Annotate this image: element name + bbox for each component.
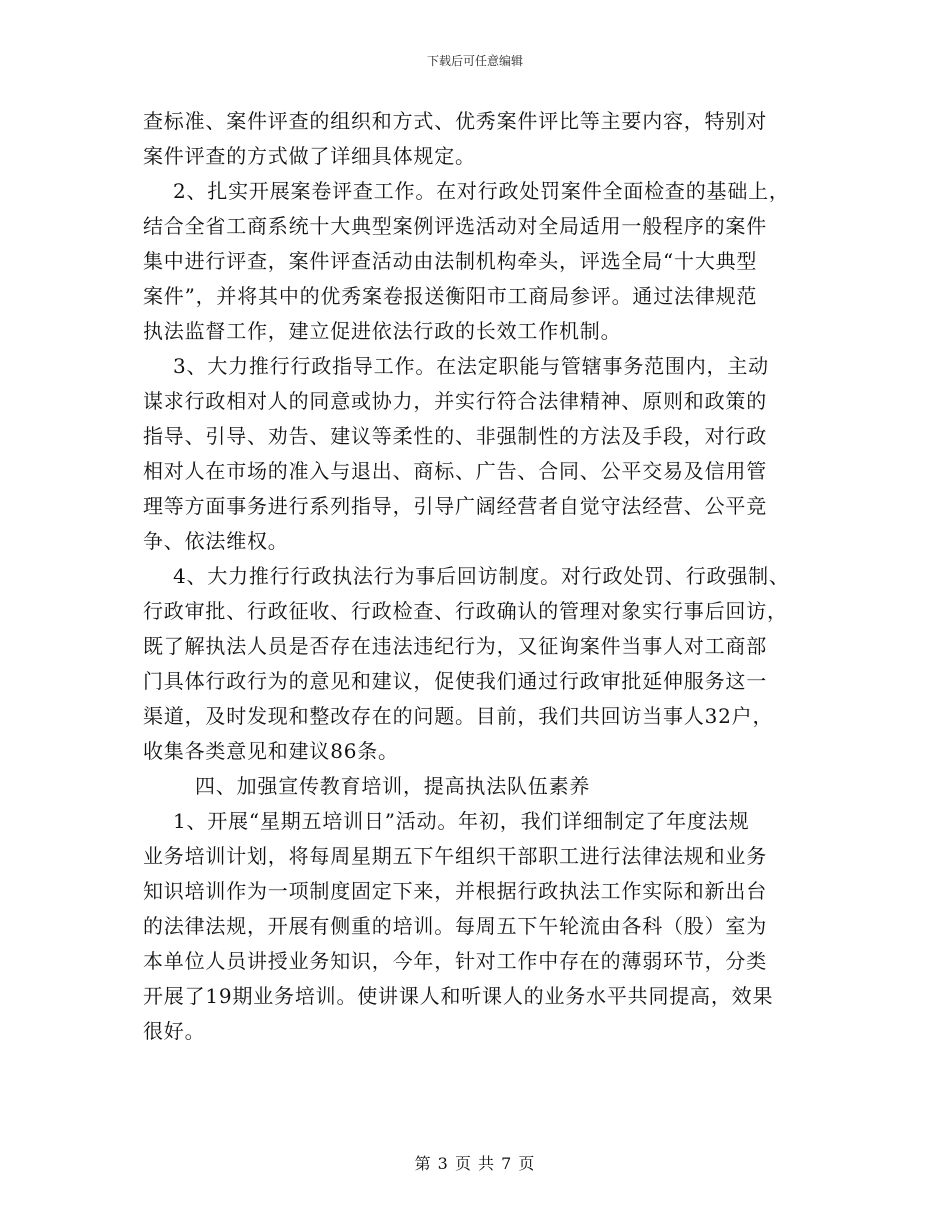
body-line: 理等方面事务进行系列指导，引导广阔经营者自觉守法经营、公平竞 xyxy=(143,494,767,518)
page-header-note: 下载后可任意编辑 xyxy=(426,54,523,68)
body-line: 结合全省工商系统十大典型案例评选活动对全局适用一般程序的案件 xyxy=(143,214,767,238)
body-line: 门具体行政行为的意见和建议，促使我们通过行政审批延伸服务这一 xyxy=(143,669,767,693)
body-line: 争、依法维权。 xyxy=(143,529,289,553)
page-number-footer xyxy=(0,1154,950,1174)
footer-middle: 页 共 xyxy=(454,1154,496,1173)
footer-total-pages: 7 xyxy=(501,1154,513,1173)
body-line: 既了解执法人员是否存在违法违纪行为，又征询案件当事人对工商部 xyxy=(143,634,767,658)
body-line: 本单位人员讲授业务知识，今年，针对工作中存在的薄弱环节，分类 xyxy=(143,949,767,973)
paragraph-start: 4、大力推行行政执法行为事后回访制度。对行政处罚、行政强制、 xyxy=(173,564,790,588)
footer-current-page: 3 xyxy=(437,1154,449,1173)
body-line: 业务培训计划，将每周星期五下午组织干部职工进行法律法规和业务 xyxy=(143,844,767,868)
body-line: 查标准、案件评查的组织和方式、优秀案件评比等主要内容，特别对 xyxy=(143,109,767,133)
body-line: 集中进行评查，案件评查活动由法制机构牵头，评选全局“十大典型 xyxy=(143,249,758,273)
body-line: 渠道，及时发现和整改存在的问题。目前，我们共回访当事人32户， xyxy=(143,704,774,728)
body-line: 案件评查的方式做了详细具体规定。 xyxy=(143,144,476,168)
body-line: 开展了19期业务培训。使讲课人和听课人的业务水平共同提高，效果 xyxy=(143,984,774,1008)
document-body xyxy=(143,104,813,1049)
body-line: 收集各类意见和建议86条。 xyxy=(143,739,399,763)
body-line: 相对人在市场的准入与退出、商标、广告、合同、公平交易及信用管 xyxy=(143,459,767,483)
footer-suffix: 页 xyxy=(518,1154,536,1173)
body-line: 知识培训作为一项制度固定下来，并根据行政执法工作实际和新出台 xyxy=(143,879,767,903)
body-line: 很好。 xyxy=(143,1019,206,1043)
body-line: 行政审批、行政征收、行政检查、行政确认的管理对象实行事后回访， xyxy=(143,599,788,623)
body-line: 谋求行政相对人的同意或协力，并实行符合法律精神、原则和政策的 xyxy=(143,389,767,413)
paragraph-start: 2、扎实开展案卷评查工作。在对行政处罚案件全面检查的基础上， xyxy=(173,179,790,203)
body-line: 案件”，并将其中的优秀案卷报送衡阳市工商局参评。通过法律规范 xyxy=(143,284,758,308)
paragraph-start: 3、大力推行行政指导工作。在法定职能与管辖事务范围内，主动 xyxy=(173,354,769,378)
section-heading: 四、加强宣传教育培训，提高执法队伍素养 xyxy=(195,774,591,798)
body-line: 指导、引导、劝告、建议等柔性的、非强制性的方法及手段，对行政 xyxy=(143,424,767,448)
body-line: 的法律法规，开展有侧重的培训。每周五下午轮流由各科（股）室为 xyxy=(143,914,767,938)
body-line: 执法监督工作，建立促进依法行政的长效工作机制。 xyxy=(143,319,622,343)
footer-prefix: 第 xyxy=(414,1154,432,1173)
paragraph-start: 1、开展“星期五培训日”活动。年初，我们详细制定了年度法规 xyxy=(173,809,750,833)
